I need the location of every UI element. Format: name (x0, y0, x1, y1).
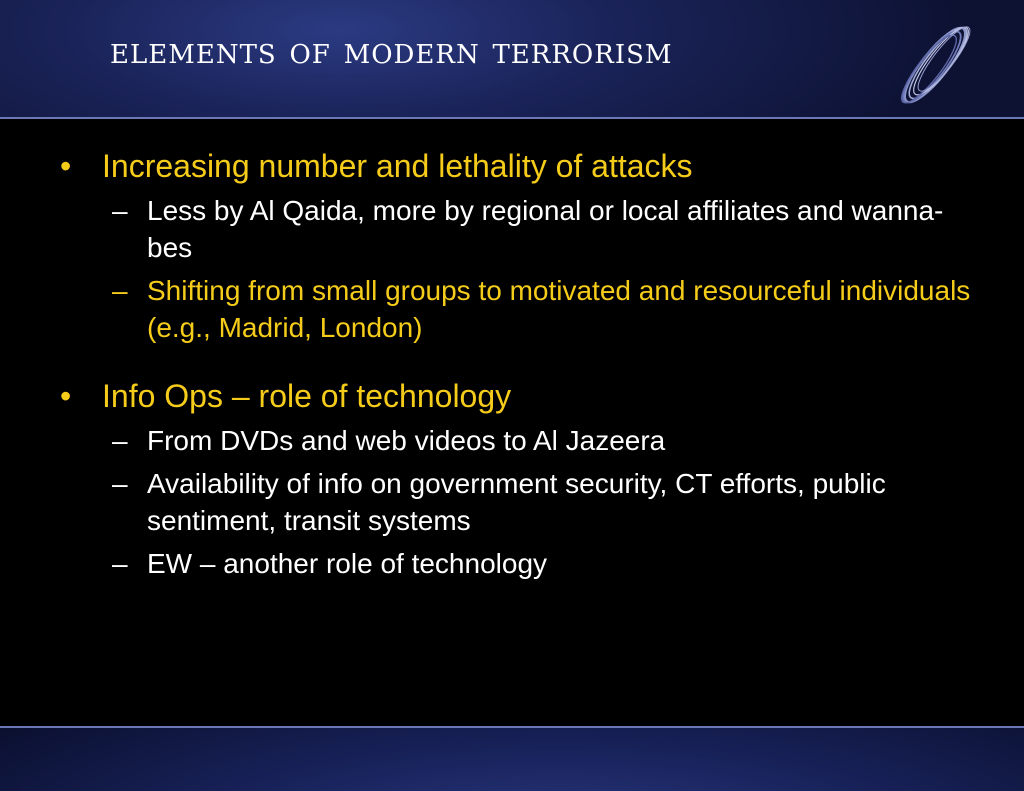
sub-bullet-text: Shifting from small groups to motivated and resourceful individuals (e.g., Madrid, London) (147, 275, 971, 343)
sub-bullet-item-highlight (60, 272, 980, 346)
sub-bullet-item (60, 422, 980, 459)
dash-marker: – (112, 275, 128, 306)
bullet-text: Info Ops – role of technology (102, 378, 512, 414)
sub-bullet-text: EW – another role of technology (147, 548, 548, 579)
bullet-marker: • (60, 148, 72, 184)
footer-band (0, 726, 1024, 791)
bullet-list (60, 146, 980, 582)
bullet-text: Increasing number and lethality of attacks (102, 148, 693, 184)
sub-bullet-item (60, 192, 980, 266)
dash-marker: – (112, 195, 128, 226)
dash-marker: – (112, 468, 128, 499)
sub-bullet-item (60, 545, 980, 582)
ring-swirl-icon (885, 20, 985, 110)
slide-title: elements of modern terrorism (110, 29, 673, 72)
bullet-item (60, 376, 980, 416)
bullet-marker: • (60, 378, 72, 414)
bullet-item (60, 146, 980, 186)
sub-bullet-item (60, 465, 980, 539)
dash-marker: – (112, 548, 128, 579)
sub-bullet-text: Availability of info on government security, CT efforts, public sentiment, transit systems (147, 468, 886, 536)
sub-bullet-text: From DVDs and web videos to Al Jazeera (147, 425, 666, 456)
sub-bullet-text: Less by Al Qaida, more by regional or local affiliates and wanna-bes (147, 195, 944, 263)
dash-marker: – (112, 425, 128, 456)
